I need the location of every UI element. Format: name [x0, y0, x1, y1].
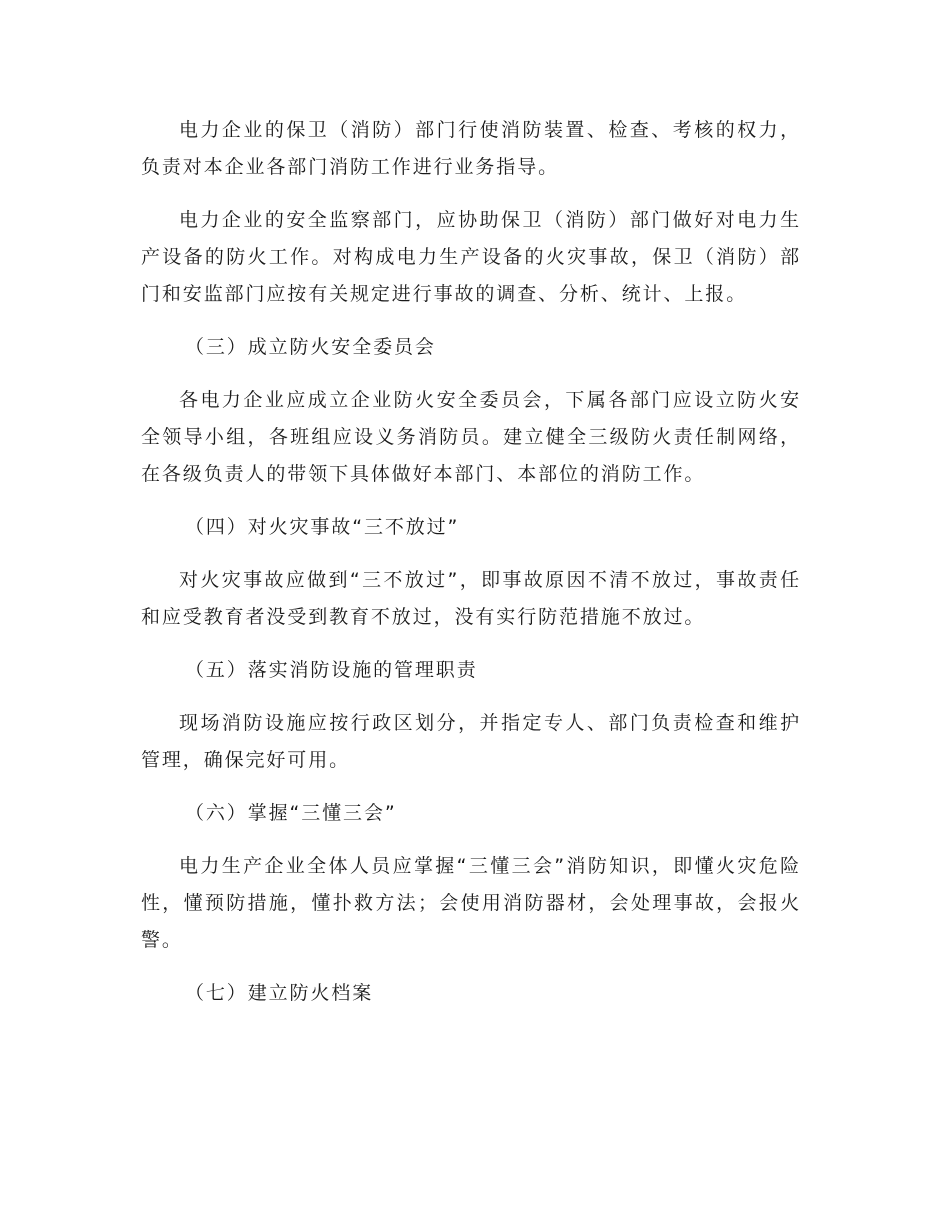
section-heading-fire-archives: （七）建立防火档案: [185, 982, 374, 1004]
paragraph-security-dept-authority: 电力企业的保卫（消防）部门行使消防装置、检查、考核的权力，负责对本企业各部门消防工作进行业务指导。: [141, 119, 801, 178]
section-heading-three-know-three-can: （六）掌握“三懂三会”: [185, 802, 397, 824]
paragraph-three-know-three-can: 电力生产企业全体人员应掌握“三懂三会”消防知识，即懂火灾危险性，懂预防措施，懂扑救方法；会使用消防器材，会处理事故，会报火警。: [141, 855, 801, 951]
paragraph-facility-management: 现场消防设施应按行政区划分，并指定专人、部门负责检查和维护管理，确保完好可用。: [141, 712, 801, 771]
paragraph-three-not-let-go: 对火灾事故应做到“三不放过”，即事故原因不清不放过，事故责任和应受教育者没受到教育不放过，没有实行防范措施不放过。: [141, 569, 801, 628]
paragraph-safety-supervision-dept: 电力企业的安全监察部门，应协助保卫（消防）部门做好对电力生产设备的防火工作。对构成电力生产设备的火灾事故，保卫（消防）部门和安监部门应按有关规定进行事故的调查、分析、统计、上报。: [141, 209, 801, 305]
section-heading-three-not-let-go: （四）对火灾事故“三不放过”: [185, 516, 460, 538]
section-heading-facility-management: （五）落实消防设施的管理职责: [185, 659, 478, 681]
document-body: [141, 112, 801, 1028]
section-heading-fire-committee: （三）成立防火安全委员会: [185, 336, 436, 358]
paragraph-fire-committee: 各电力企业应成立企业防火安全委员会，下属各部门应设立防火安全领导小组，各班组应设义务消防员。建立健全三级防火责任制网络，在各级负责人的带领下具体做好本部门、本部位的消防工作。: [141, 389, 801, 485]
